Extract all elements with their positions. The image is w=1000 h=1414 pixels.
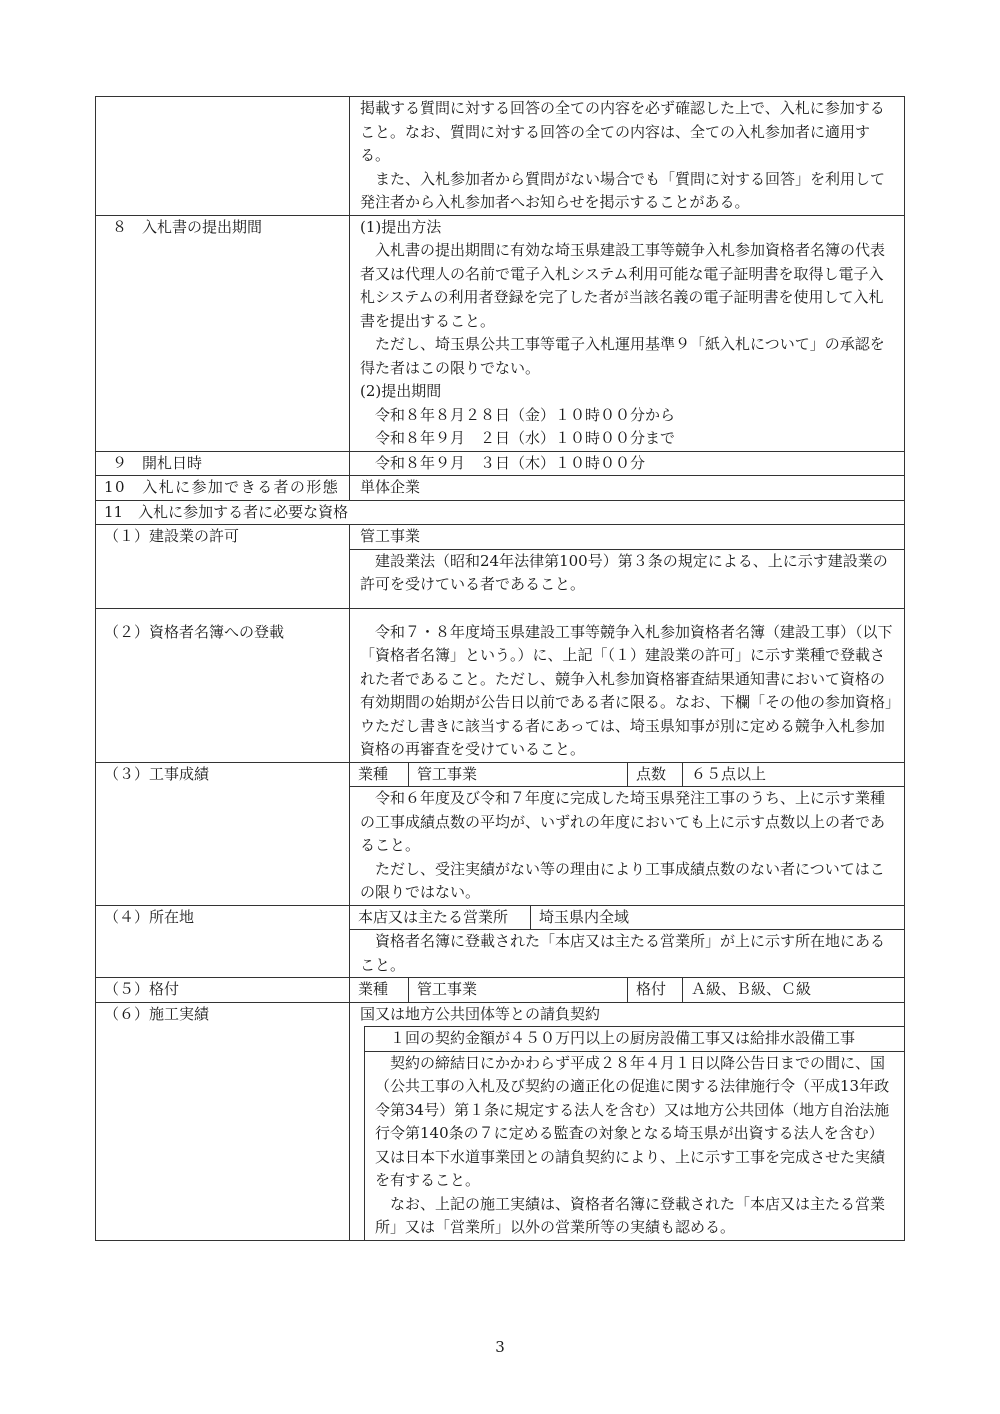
- q5-industry-value: 管工事業: [408, 978, 627, 1002]
- q5-rating-header: 格付: [627, 978, 682, 1002]
- q6-description: 契約の締結日にかかわらず平成２８年４月１日以降公告日までの間に、国（公共工事の入札及び契約の適正化の促進に関する法律施行令（平成13年政令第34号）第１条に規定する法人を含む）又は地方公共団体（地方自治法施行令第140条の７に定める監査の対象となる埼玉県が出資する法人を含む）又は日本下水道事業団との請負契約により、上に示す工事を完成させた実績を有すること。: [375, 1053, 890, 1189]
- q4-label: （４）所在地: [104, 907, 195, 926]
- q1-description: 建設業法（昭和24年法律第100号）第３条の規定による、上に示す建設業の許可を受けている者であること。: [360, 551, 888, 593]
- row-continuation-label: [96, 97, 350, 216]
- q2-description: 令和７・８年度埼玉県建設工事等競争入札参加資格者名簿（建設工事）（以下「資格者名簿」という。）に、上記「（１）建設業の許可」に示す業種で登載された者であること。ただし、競争入札参加資格審査結果通知書において資格の有効期間の始期が公告日以前である者に限る。なお、下欄「その他の参加資格」ウただし書きに該当する者にあっては、埼玉県知事が別に定める競争入札参加資格の再審査を受けていること。: [360, 622, 893, 758]
- q3-description: 令和６年度及び令和７年度に完成した埼玉県発注工事のうち、上に示す業種の工事成績点数の平均が、いずれの年度においても上に示す点数以上の者であること。: [360, 789, 886, 854]
- q1-industry: 管工事業: [360, 527, 421, 545]
- submission-period-to: 令和８年９月 ２日（水）１０時００分まで: [375, 429, 676, 447]
- page-number: 3: [495, 1338, 505, 1356]
- q3-label: （３）工事成績: [104, 764, 210, 783]
- continuation-text-2: また、入札参加者から質問がない場合でも「質問に対する回答」を利用して発注者から入札参加者へお知らせを掲示することがある。: [360, 169, 886, 211]
- section-9-label: ９ 開札日時: [112, 453, 203, 472]
- section-10-label: 10 入札に参加できる者の形態: [104, 478, 340, 496]
- q5-rating-row: [350, 978, 904, 1002]
- q6-label: （６）施工実績: [104, 1004, 210, 1023]
- q6-work-requirement: １回の契約金額が４５０万円以上の厨房設備工事又は給排水設備工事: [390, 1029, 856, 1047]
- q5-label: （５）格付: [104, 980, 180, 998]
- q3-industry-header: 業種: [358, 764, 389, 783]
- row-construction-record: [96, 1002, 905, 1240]
- section-11-label: 11 入札に参加する者に必要な資格: [104, 502, 349, 521]
- q1-label: （１）建設業の許可: [104, 527, 240, 545]
- row-participant-form: [96, 476, 905, 501]
- q3-score-header: 点数: [627, 763, 682, 787]
- q2-label: （２）資格者名簿への登載: [104, 622, 285, 641]
- q4-description: 資格者名簿に登載された「本店又は主たる営業所」が上に示す所在地にあること。: [360, 932, 886, 974]
- row-registry: [96, 608, 905, 762]
- row-opening-date: [96, 451, 905, 476]
- row-work-performance: [96, 762, 905, 905]
- q4-office-value: 埼玉県内全域: [530, 906, 904, 930]
- q5-industry-header: 業種: [358, 980, 389, 998]
- row-continuation-content: [350, 97, 905, 216]
- row-qualifications-header: [96, 500, 905, 525]
- submission-method-heading: (1)提出方法: [360, 217, 442, 236]
- continuation-text-1: 掲載する質問に対する回答の全ての内容を必ず確認した上で、入札に参加すること。なお、質問に対する回答の全ての内容は、全ての入札参加者に適用する。: [360, 99, 885, 164]
- q5-rating-value: Ａ級、Ｂ級、Ｃ級: [682, 978, 904, 1002]
- q6-note: なお、上記の施工実績は、資格者名簿に登載された「本店又は主たる営業所」又は「営業所」以外の営業所等の実績も認める。: [375, 1194, 886, 1236]
- q3-exception: ただし、受注実績がない等の理由により工事成績点数のない者についてはこの限りではない。: [360, 859, 885, 901]
- section-8-label: ８ 入札書の提出期間: [112, 217, 263, 236]
- q3-industry-value: 管工事業: [408, 763, 627, 787]
- row-continuation: [96, 97, 905, 216]
- submission-period-from: 令和８年８月２８日（金）１０時００分から: [375, 405, 676, 424]
- tender-table: [95, 96, 905, 1241]
- q3-score-value: ６５点以上: [682, 763, 904, 787]
- submission-method-exception: ただし、埼玉県公共工事等電子入札運用基準９「紙入札について」の承認を得た者はこの限りでない。: [360, 335, 885, 377]
- row-submission-period: [96, 215, 905, 451]
- q6-contract-type: 国又は地方公共団体等との請負契約: [360, 1004, 601, 1023]
- row-rating: [96, 978, 905, 1003]
- participant-form-value: 単体企業: [360, 478, 421, 496]
- q6-nested-box: [364, 1026, 904, 1240]
- row-location: [96, 905, 905, 978]
- document-page: [95, 96, 905, 1241]
- q4-location-row: [350, 906, 904, 930]
- submission-period-heading: (2)提出期間: [360, 382, 442, 400]
- opening-date-value: 令和８年９月 ３日（木）１０時００分: [375, 453, 646, 472]
- submission-method-text: 入札書の提出期間に有効な埼玉県建設工事等競争入札参加資格者名簿の代表者又は代理人の名前で電子入札システム利用可能な電子証明書を取得し電子入札システムの利用者登録を完了した者が当該名義の電子証明書を使用して入札書を提出すること。: [360, 241, 886, 330]
- q4-office-header: 本店又は主たる営業所: [358, 907, 509, 926]
- row-construction-license: [96, 525, 905, 609]
- q3-criteria-row: [350, 763, 904, 787]
